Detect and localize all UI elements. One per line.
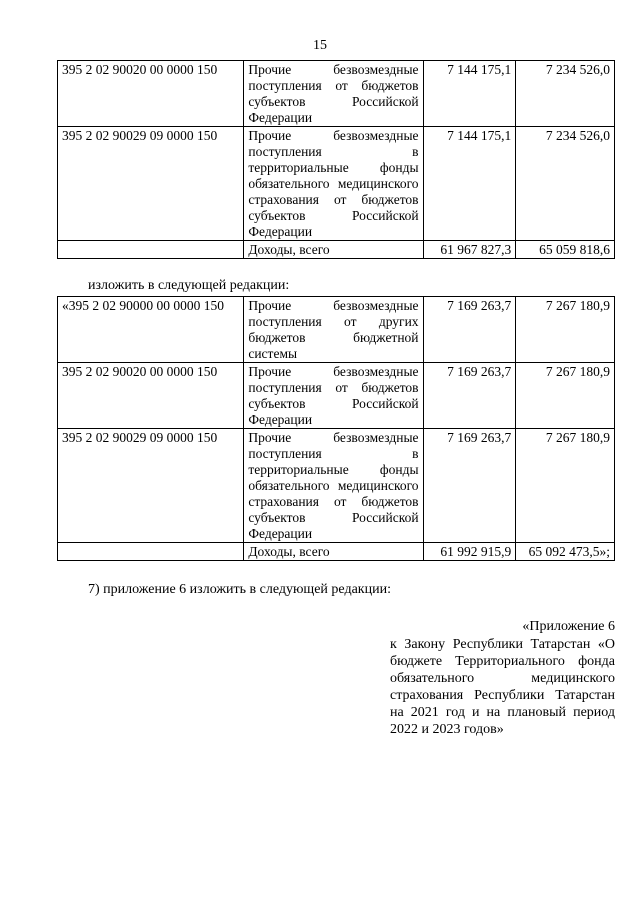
row-name: Прочие безвозмездные поступления от других бюджетов бюджетной системы	[244, 297, 423, 363]
total-label: Доходы, всего	[244, 543, 423, 561]
table-total-row	[58, 543, 615, 561]
row-value-2021: 7 144 175,1	[423, 61, 516, 127]
total-value-2022: 65 059 818,6	[516, 241, 615, 259]
row-code: 395 2 02 90029 09 0000 150	[58, 429, 244, 543]
row-value-2022: 7 234 526,0	[516, 61, 615, 127]
table-row	[58, 127, 615, 241]
table-row	[58, 297, 615, 363]
total-label: Доходы, всего	[244, 241, 423, 259]
revenue-table-new	[57, 296, 615, 561]
row-code: 395 2 02 90020 00 0000 150	[58, 363, 244, 429]
row-name: Прочие безвозмездные поступления от бюджетов субъектов Российской Федерации	[244, 363, 423, 429]
total-value-2021: 61 967 827,3	[423, 241, 516, 259]
total-value-2021: 61 992 915,9	[423, 543, 516, 561]
total-code	[58, 543, 244, 561]
row-value-2021: 7 169 263,7	[423, 429, 516, 543]
row-value-2022: 7 267 180,9	[516, 297, 615, 363]
page-number: 15	[313, 38, 327, 53]
row-value-2022: 7 267 180,9	[516, 363, 615, 429]
table-total-row	[58, 241, 615, 259]
appendix-header	[390, 618, 615, 738]
row-name: Прочие безвозмездные поступления от бюджетов субъектов Российской Федерации	[244, 61, 423, 127]
table-row	[58, 61, 615, 127]
table-row	[58, 429, 615, 543]
row-value-2021: 7 144 175,1	[423, 127, 516, 241]
replace-instruction: изложить в следующей редакции:	[88, 278, 290, 293]
row-name: Прочие безвозмездные поступления в территориальные фонды обязательного медицинского страхования от бюджетов субъектов Российской Федерации	[244, 127, 423, 241]
table-row	[58, 363, 615, 429]
row-value-2021: 7 169 263,7	[423, 363, 516, 429]
revenue-table-old	[57, 60, 615, 259]
row-code: «395 2 02 90000 00 0000 150	[58, 297, 244, 363]
total-code	[58, 241, 244, 259]
row-value-2021: 7 169 263,7	[423, 297, 516, 363]
total-value-2022: 65 092 473,5»;	[516, 543, 615, 561]
row-code: 395 2 02 90029 09 0000 150	[58, 127, 244, 241]
amendment-item-7: 7) приложение 6 изложить в следующей редакции:	[88, 582, 391, 597]
appendix-text: к Закону Республики Татарстан «О бюджете Территориального фонда обязательного медицинского страхования Республики Татарстан на 2021 год и на плановый период 2022 и 2023 годов»	[390, 637, 615, 737]
appendix-title: «Приложение 6	[522, 619, 615, 634]
row-value-2022: 7 267 180,9	[516, 429, 615, 543]
row-code: 395 2 02 90020 00 0000 150	[58, 61, 244, 127]
row-value-2022: 7 234 526,0	[516, 127, 615, 241]
row-name: Прочие безвозмездные поступления в территориальные фонды обязательного медицинского страхования от бюджетов субъектов Российской Федерации	[244, 429, 423, 543]
